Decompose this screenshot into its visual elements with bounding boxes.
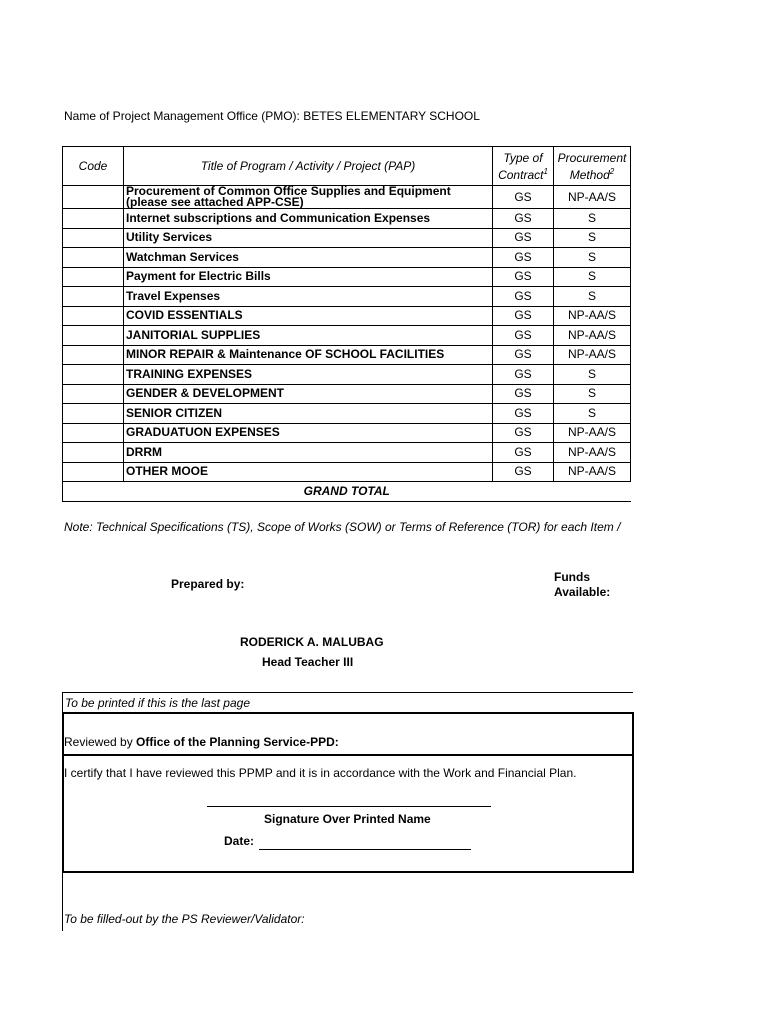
prepared-by-label: Prepared by: (171, 577, 245, 591)
method-cell: NP-AA/S (554, 306, 631, 326)
pmo-label: Name of Project Management Office (PMO): (64, 109, 300, 123)
method-sup: 2 (609, 166, 615, 176)
col-title-header: Title of Program / Activity / Project (PAP) (124, 147, 493, 186)
title-cell: Travel Expenses (124, 287, 493, 307)
type-cell: GS (493, 443, 554, 463)
table-header-row (63, 147, 631, 186)
date-line (259, 849, 471, 850)
last-page-box (62, 692, 633, 713)
title-cell: Internet subscriptions and Communication Expenses (124, 209, 493, 229)
type-cell: GS (493, 404, 554, 424)
method-cell: NP-AA/S (554, 326, 631, 346)
title-cell: TRAINING EXPENSES (124, 365, 493, 385)
type-sup: 1 (543, 166, 548, 176)
reviewed-by-label: Reviewed by (64, 735, 133, 749)
type-cell: GS (493, 384, 554, 404)
type-line2: Contract (498, 167, 544, 182)
method-cell: NP-AA/S (554, 443, 631, 463)
type-cell: GS (493, 326, 554, 346)
table-row (63, 267, 631, 287)
table-row (63, 462, 631, 482)
method-line1: Procurement (557, 150, 627, 165)
method-cell: S (554, 404, 631, 424)
code-cell (63, 306, 124, 326)
type-cell: GS (493, 267, 554, 287)
signatory-position: Head Teacher III (262, 655, 354, 669)
table-row (63, 404, 631, 424)
method-cell: NP-AA/S (554, 462, 631, 482)
table-row (63, 186, 631, 209)
title-cell: GRADUATUON EXPENSES (124, 423, 493, 443)
title-cell: Watchman Services (124, 248, 493, 268)
code-cell (63, 365, 124, 385)
grand-total-label: GRAND TOTAL (63, 482, 631, 502)
certification-text: I certify that I have reviewed this PPMP and it is in accordance with the Work and Financial Plan. (64, 766, 577, 780)
code-cell (63, 404, 124, 424)
last-page-note: To be printed if this is the last page (65, 696, 251, 710)
type-cell: GS (493, 186, 554, 209)
title-cell: Payment for Electric Bills (124, 267, 493, 287)
title-line1: Procurement of Common Office Supplies and Equipment (126, 184, 451, 198)
grand-total-row (63, 482, 631, 502)
funds-line1: Funds (554, 570, 590, 584)
title-cell: COVID ESSENTIALS (124, 306, 493, 326)
validator-note: To be filled-out by the PS Reviewer/Validator: (64, 912, 305, 926)
signature-label: Signature Over Printed Name (264, 812, 431, 826)
table-row (63, 423, 631, 443)
col-type-header (493, 147, 554, 186)
method-cell: S (554, 267, 631, 287)
type-cell: GS (493, 423, 554, 443)
code-cell (63, 186, 124, 209)
code-cell (63, 287, 124, 307)
review-divider (64, 754, 632, 756)
title-cell: SENIOR CITIZEN (124, 404, 493, 424)
method-cell: S (554, 287, 631, 307)
pmo-line (64, 109, 480, 123)
method-cell: S (554, 365, 631, 385)
title-cell: Utility Services (124, 228, 493, 248)
code-cell (63, 423, 124, 443)
code-cell (63, 384, 124, 404)
title-cell: DRRM (124, 443, 493, 463)
method-cell: NP-AA/S (554, 186, 631, 209)
title-cell: OTHER MOOE (124, 462, 493, 482)
reviewed-by-line (64, 735, 339, 749)
technical-spec-note: Note: Technical Specifications (TS), Scope of Works (SOW) or Terms of Reference (TOR) for each Item / (64, 520, 621, 534)
type-cell: GS (493, 306, 554, 326)
pmo-value: BETES ELEMENTARY SCHOOL (303, 109, 480, 123)
code-cell (63, 345, 124, 365)
table-row (63, 209, 631, 229)
code-cell (63, 267, 124, 287)
code-cell (63, 443, 124, 463)
table-row (63, 248, 631, 268)
reviewer-office: Office of the Planning Service-PPD: (136, 735, 339, 749)
type-cell: GS (493, 345, 554, 365)
type-cell: GS (493, 365, 554, 385)
validator-box-border (62, 871, 63, 931)
code-cell (63, 209, 124, 229)
code-cell (63, 248, 124, 268)
ppmp-table (62, 146, 631, 502)
signature-line (207, 806, 491, 807)
method-cell: S (554, 384, 631, 404)
type-cell: GS (493, 287, 554, 307)
type-cell: GS (493, 228, 554, 248)
table-row (63, 384, 631, 404)
method-cell: S (554, 248, 631, 268)
title-cell (124, 186, 493, 209)
table-row (63, 365, 631, 385)
method-cell: S (554, 209, 631, 229)
title-line2: (please see attached APP-CSE) (126, 195, 304, 209)
funds-available-label (554, 570, 610, 600)
code-cell (63, 462, 124, 482)
table-row (63, 345, 631, 365)
type-cell: GS (493, 248, 554, 268)
code-cell (63, 326, 124, 346)
table-row (63, 228, 631, 248)
type-line1: Type of (503, 150, 543, 165)
code-cell (63, 228, 124, 248)
table-row (63, 306, 631, 326)
title-cell: MINOR REPAIR & Maintenance OF SCHOOL FACILITIES (124, 345, 493, 365)
method-cell: NP-AA/S (554, 345, 631, 365)
type-cell: GS (493, 462, 554, 482)
col-method-header (554, 147, 631, 186)
signatory-name: RODERICK A. MALUBAG (240, 635, 384, 649)
col-code-header: Code (63, 147, 124, 186)
table-row (63, 287, 631, 307)
method-line2: Method (569, 167, 610, 182)
title-cell: JANITORIAL SUPPLIES (124, 326, 493, 346)
date-label: Date: (224, 834, 255, 848)
table-row (63, 443, 631, 463)
type-cell: GS (493, 209, 554, 229)
funds-line2: Available: (554, 585, 611, 599)
method-cell: S (554, 228, 631, 248)
method-cell: NP-AA/S (554, 423, 631, 443)
review-box (62, 712, 634, 873)
table-row (63, 326, 631, 346)
title-cell: GENDER & DEVELOPMENT (124, 384, 493, 404)
